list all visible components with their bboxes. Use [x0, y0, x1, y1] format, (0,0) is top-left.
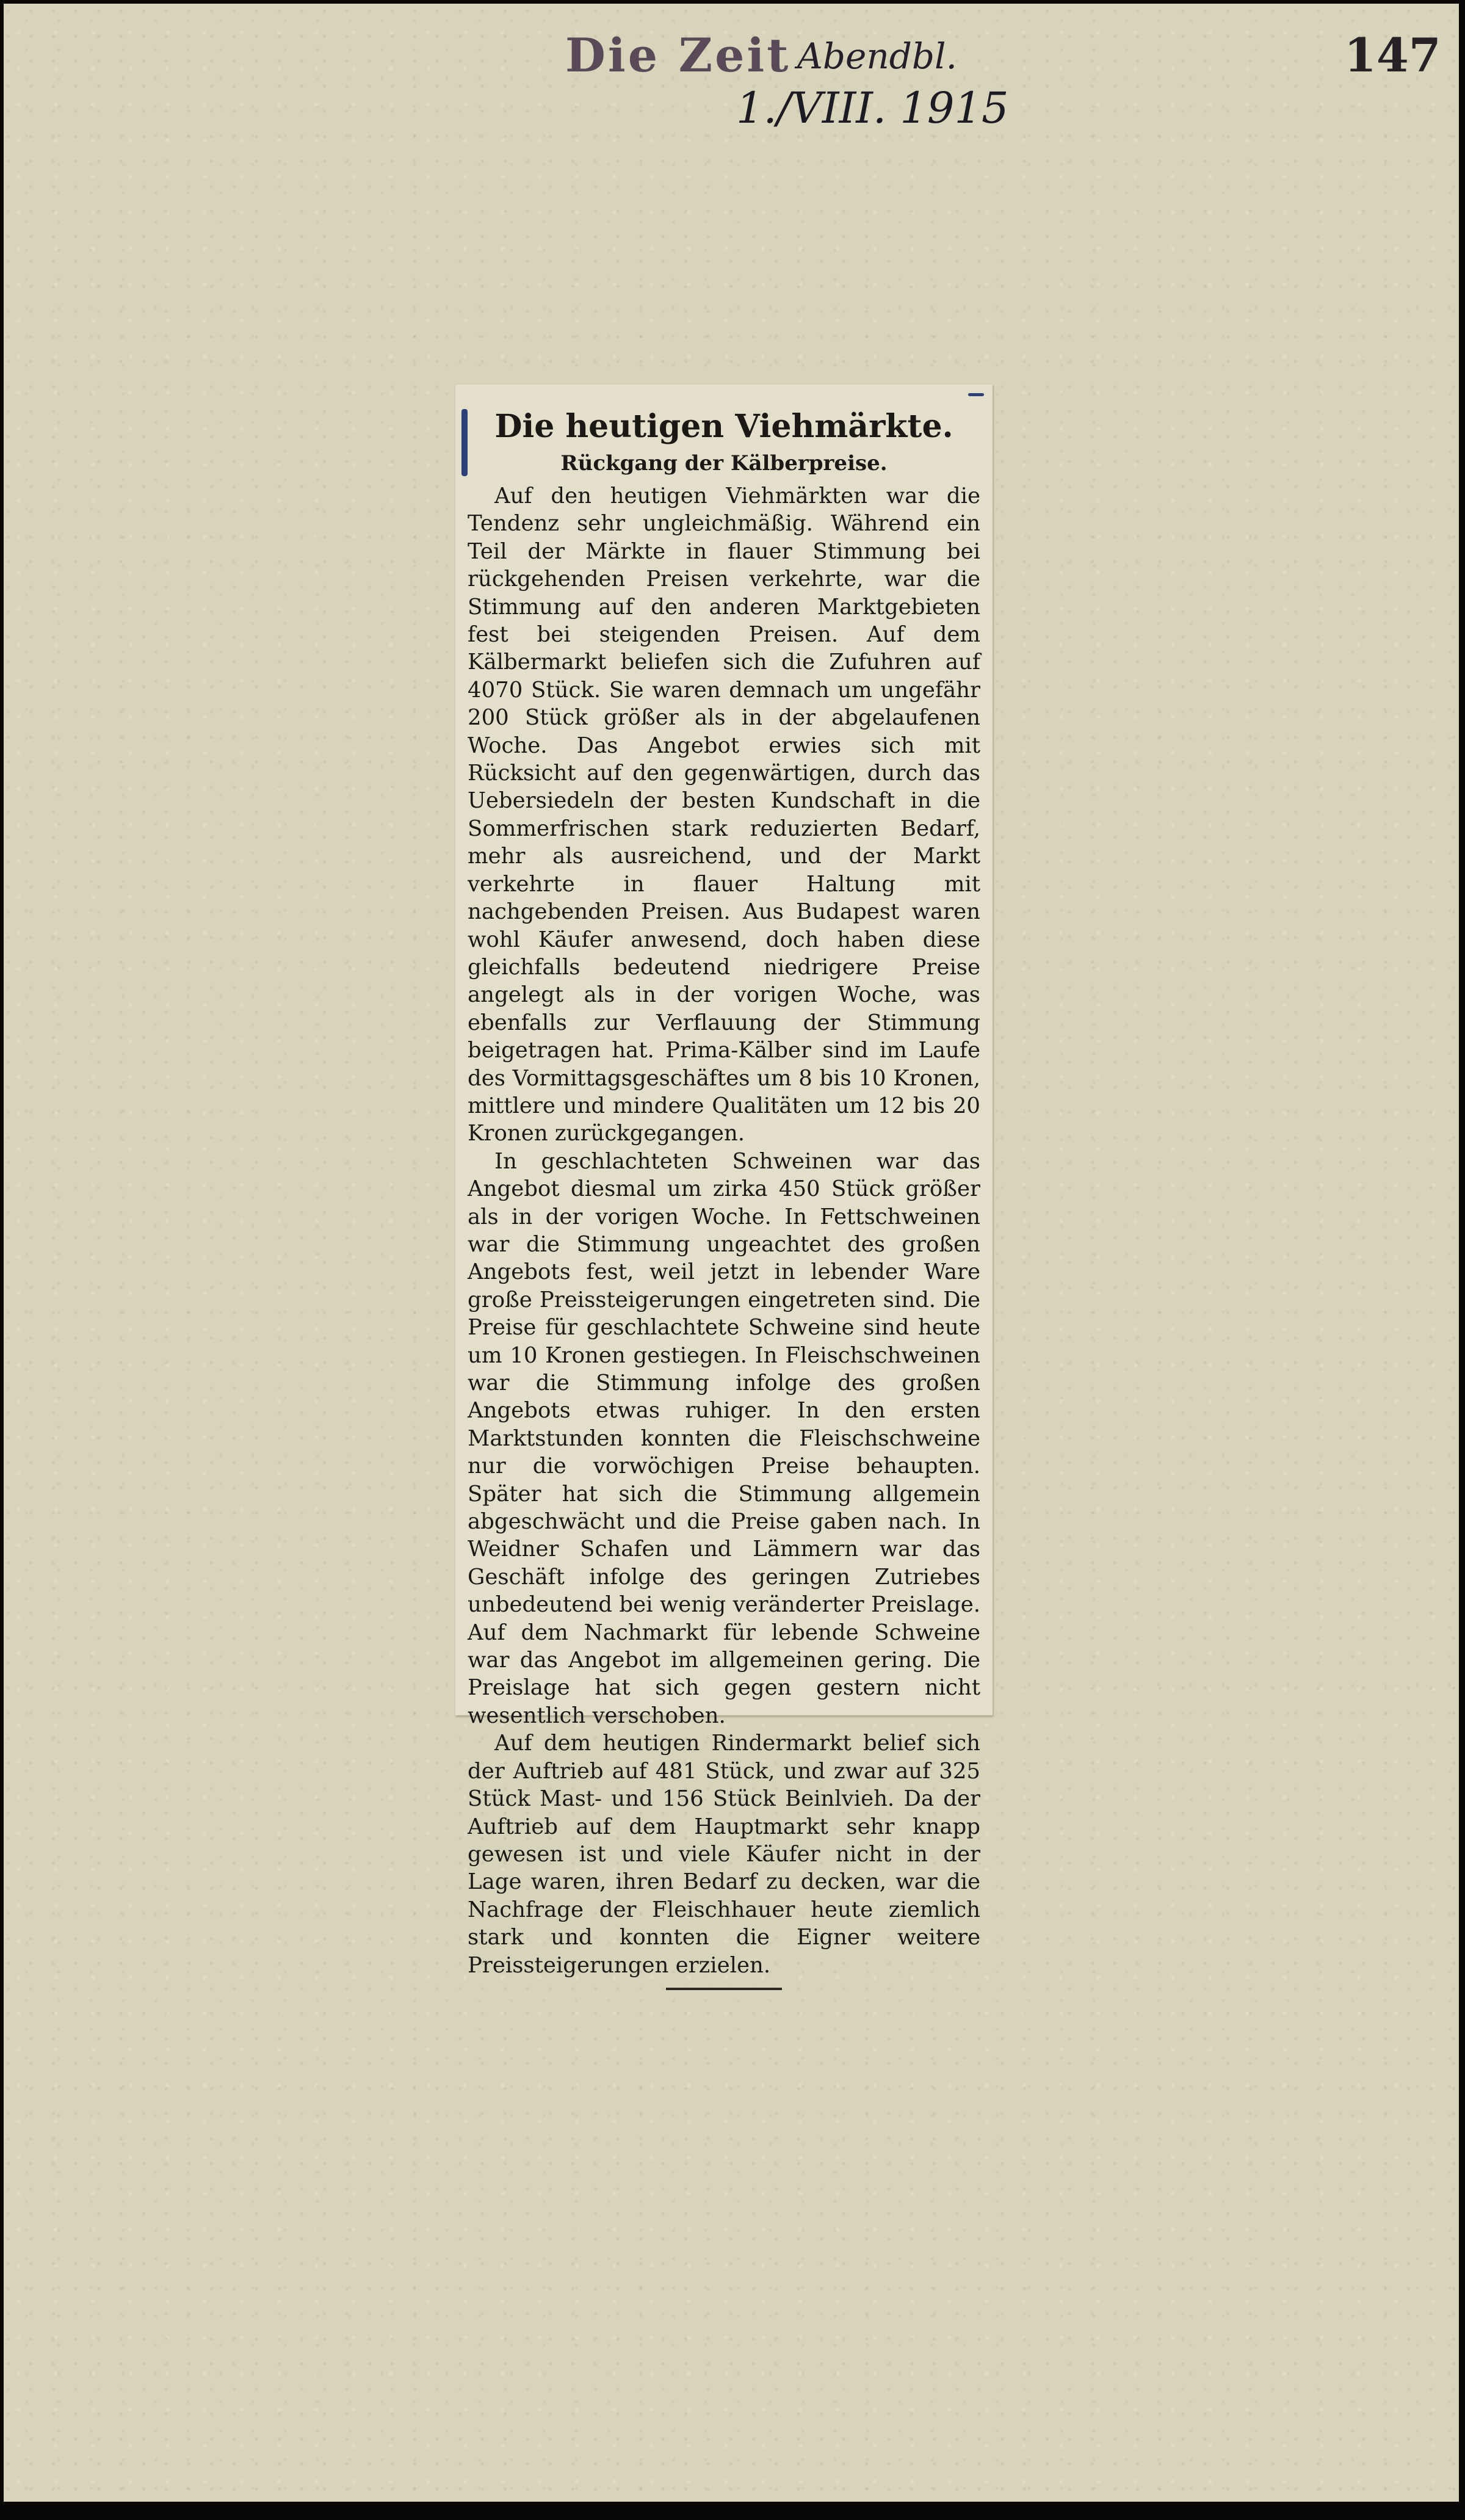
article-subheadline: Rückgang der Kälberpreise.: [560, 451, 888, 476]
article-paragraph-pigs: In geschlachteten Schweinen war das Angebot diesmal um zirka 450 Stück größer als in der vorigen Woche. In Fettschweinen war die Stimmung ungeachtet des großen Angebots fest, weil jetzt in lebender Ware große Preissteigerungen eingetreten sind. Die Preise für geschlachtete Schweine sind heute um 10 Kronen gestiegen. In Fleischschweinen war die Stimmung infolge des großen Angebots etwas ruhiger. In den ersten Marktstunden konnten die Fleischschweine nur die vorwöchigen Preise behaupten. Später hat sich die Stimmung allgemein abgeschwächt und die Preise gaben nach. In Weidner Schafen und Lämmern war das Geschäft infolge des geringen Zutriebes unbedeutend bei wenig veränderter Preislage. Auf dem Nachmarkt für lebende Schweine war das Angebot im allgemeinen gering. Die Preislage hat sich gegen gestern nicht wesentlich verschoben.: [468, 1148, 980, 1728]
article-paragraph-calves: Auf den heutigen Viehmärkten war die Tendenz sehr ungleichmäßig. Während ein Teil der Märkte in flauer Stimmung bei rückgehenden Preisen verkehrte, war die Stimmung auf den anderen Marktgebieten fest bei steigenden Preisen. Auf dem Kälbermarkt beliefen sich die Zufuhren auf 4070 Stück. Sie waren demnach um ungefähr 200 Stück größer als in der abgelaufenen Woche. Das Angebot erwies sich mit Rücksicht auf den gegenwärtigen, durch das Uebersiedeln der besten Kundschaft in die Sommerfrischen stark reduzierten Bedarf, mehr als ausreichend, und der Markt verkehrte in flauer Haltung mit nachgebenden Preisen. Aus Budapest waren wohl Käufer anwesend, doch haben diese gleichfalls bedeutend niedrigere Preise angelegt als in der vorigen Woche, was ebenfalls zur Verflauung der Stimmung beigetragen hat. Prima-Kälber sind im Laufe des Vormittagsgeschäftes um 8 bis 10 Kronen, mittlere und mindere Qualitäten um 12 bis 20 Kronen zurückgegangen.: [468, 483, 980, 1146]
page-number: 147: [1344, 28, 1441, 82]
handwritten-date: 1./VIII. 1915: [736, 83, 1009, 133]
blue-pencil-tick: [968, 393, 984, 396]
blue-pencil-mark: [461, 409, 468, 476]
end-rule: [666, 1988, 782, 1990]
handwritten-edition-note: Abendbl.: [797, 35, 957, 77]
article-paragraph-cattle: Auf dem heutigen Rindermarkt belief sich der Auftrieb auf 481 Stück, und zwar auf 325 Stück Mast- und 156 Stück Beinlvieh. Da der Auftrieb auf dem Hauptmarkt sehr knapp gewesen ist und viele Käufer nicht in der Lage waren, ihren Bedarf zu decken, war die Nachfrage der Fleischhauer heute ziemlich stark und konnten die Eigner weitere Preissteigerungen erzielen.: [468, 1731, 980, 1978]
newspaper-stamp: Die Zeit: [565, 28, 791, 82]
article-headline: Die heutigen Viehmärkte.: [494, 408, 953, 445]
archive-sheet: [4, 4, 1459, 2502]
newspaper-clipping: [455, 385, 993, 1978]
